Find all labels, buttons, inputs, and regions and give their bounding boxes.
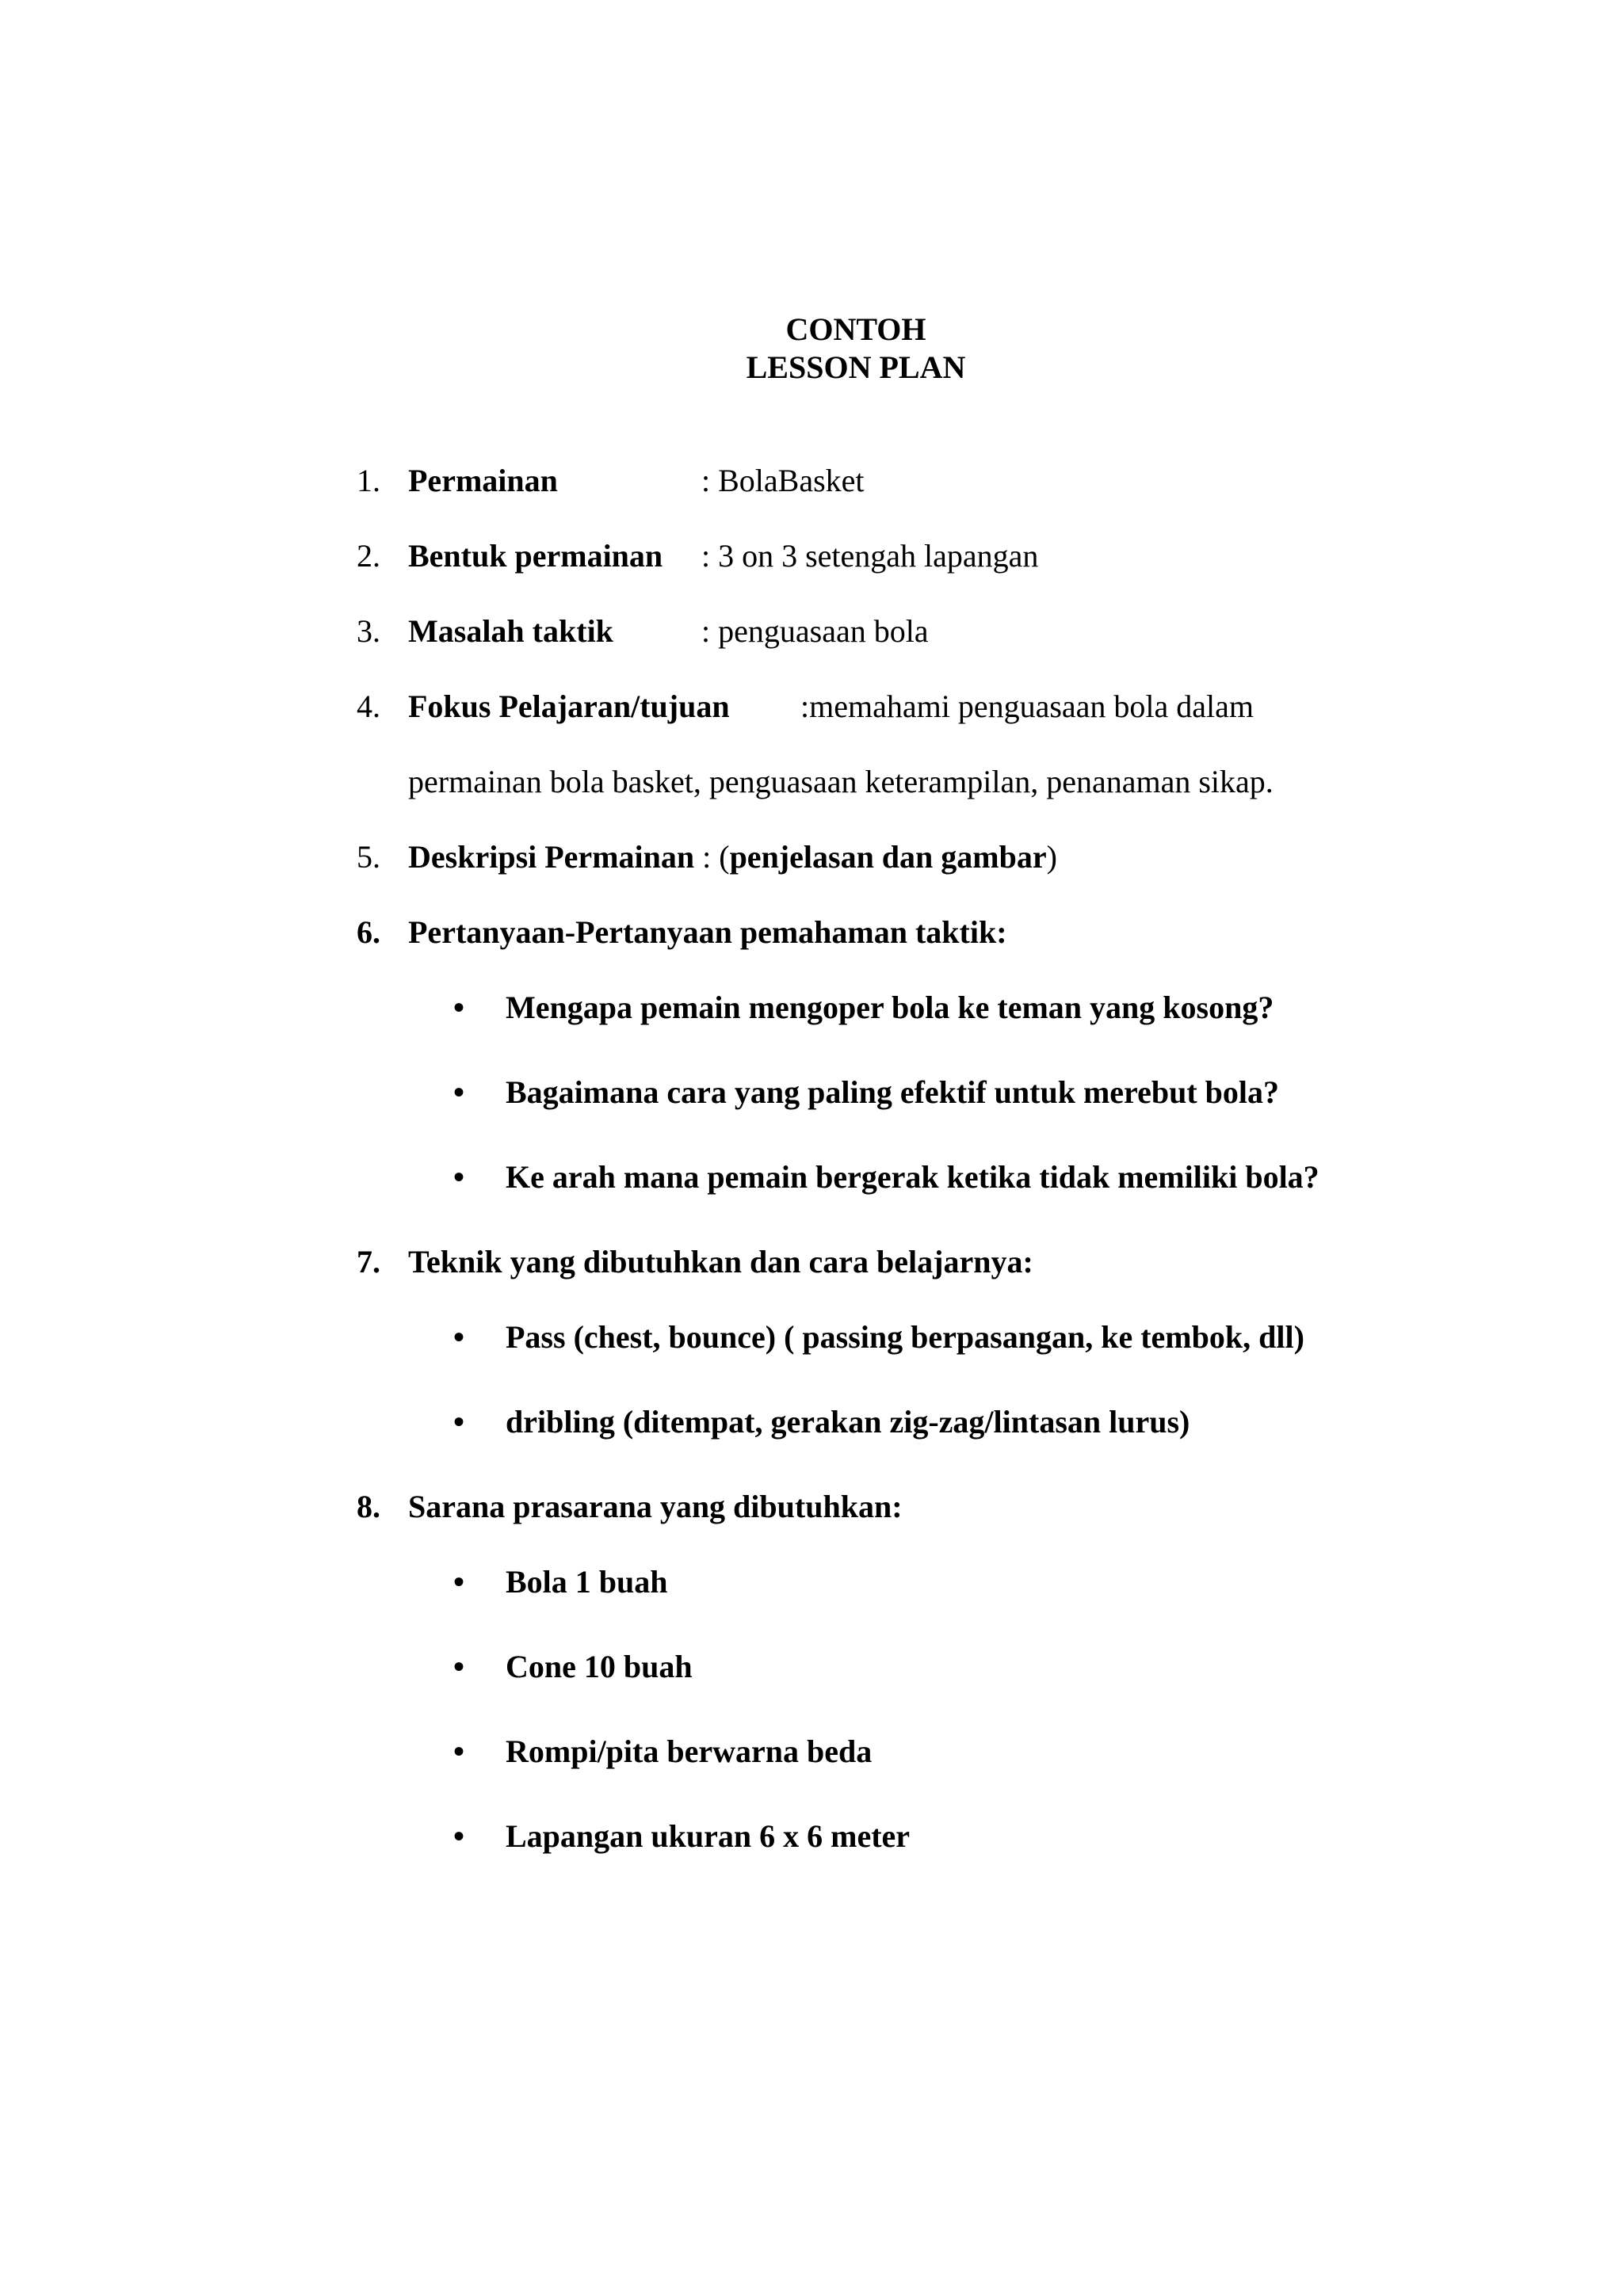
bullet-icon: •: [453, 1159, 465, 1195]
item-label-teknik: Teknik yang dibutuhkan dan cara belajarnya:: [408, 1244, 1033, 1280]
item-value-fokus-continuation: permainan bola basket, penguasaan keterampilan, penanaman sikap.: [408, 764, 1274, 799]
item-label-sarana: Sarana prasarana yang dibutuhkan:: [408, 1489, 903, 1524]
item-value-permainan: : BolaBasket: [701, 463, 865, 498]
bullet-icon: •: [453, 1818, 465, 1854]
item-number-3: 3.: [357, 613, 380, 649]
item-close-deskripsi: ): [1046, 839, 1057, 875]
item-number-7: 7.: [357, 1244, 380, 1280]
document-title: CONTOH: [785, 311, 926, 347]
bullet-icon: •: [453, 1404, 465, 1440]
item-label-deskripsi: Deskripsi Permainan: [408, 839, 695, 875]
document-subtitle: LESSON PLAN: [746, 349, 966, 385]
bullet-icon: •: [453, 1649, 465, 1684]
list-item: Bagaimana cara yang paling efektif untuk merebut bola?: [506, 1074, 1279, 1110]
list-item: Mengapa pemain mengoper bola ke teman yang kosong?: [506, 990, 1274, 1025]
item-line-deskripsi: [408, 838, 1057, 875]
item-number-1: 1.: [357, 463, 380, 498]
item-label-masalah-taktik: Masalah taktik: [408, 613, 613, 649]
item-separator-deskripsi: : (: [694, 839, 730, 875]
item-label-pertanyaan: Pertanyaan-Pertanyaan pemahaman taktik:: [408, 914, 1007, 950]
item-number-8: 8.: [357, 1489, 380, 1524]
bullet-icon: •: [453, 1564, 465, 1600]
item-value-fokus-pelajaran: :memahami penguasaan bola dalam: [800, 688, 1254, 724]
bullet-icon: •: [453, 1733, 465, 1769]
bullet-icon: •: [453, 1319, 465, 1355]
item-value-masalah-taktik: : penguasaan bola: [701, 613, 929, 649]
item-detail-deskripsi: penjelasan dan gambar: [729, 839, 1047, 875]
list-item: Lapangan ukuran 6 x 6 meter: [506, 1818, 911, 1854]
list-item: Pass (chest, bounce) ( passing berpasangan, ke tembok, dll): [506, 1319, 1304, 1355]
bullet-icon: •: [453, 1074, 465, 1110]
item-value-bentuk-permainan: : 3 on 3 setengah lapangan: [701, 538, 1039, 574]
item-label-fokus-pelajaran: Fokus Pelajaran/tujuan: [408, 688, 730, 724]
item-label-bentuk-permainan: Bentuk permainan: [408, 538, 663, 574]
list-item: Ke arah mana pemain bergerak ketika tidak memiliki bola?: [506, 1159, 1319, 1195]
item-number-6: 6.: [357, 914, 380, 950]
item-number-4: 4.: [357, 688, 380, 724]
item-label-permainan: Permainan: [408, 463, 558, 498]
list-item: dribling (ditempat, gerakan zig-zag/lintasan lurus): [506, 1404, 1190, 1440]
item-number-5: 5.: [357, 839, 380, 875]
list-item: Bola 1 buah: [506, 1564, 668, 1600]
bullet-icon: •: [453, 990, 465, 1025]
item-number-2: 2.: [357, 538, 380, 574]
list-item: Rompi/pita berwarna beda: [506, 1733, 873, 1769]
list-item: Cone 10 buah: [506, 1649, 693, 1684]
